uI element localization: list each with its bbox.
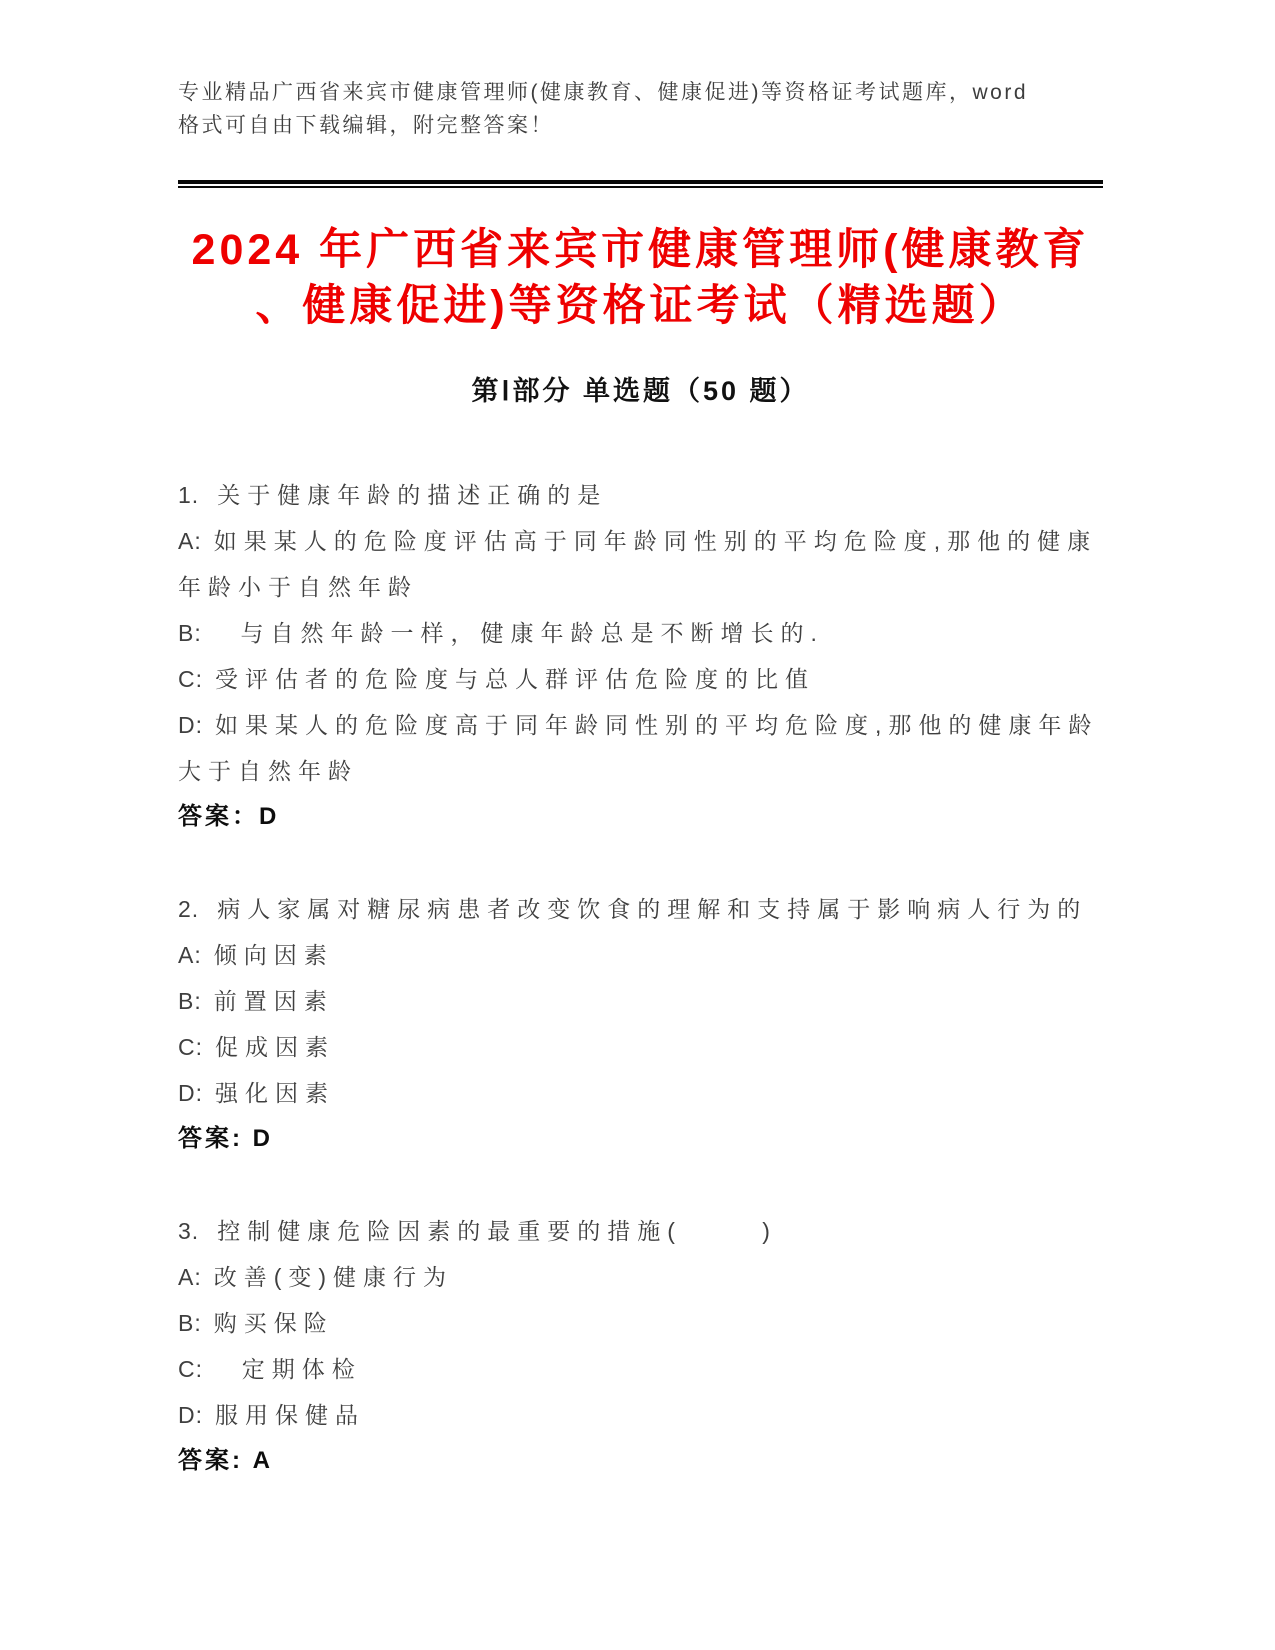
option-text: 前置因素: [213, 988, 334, 1014]
question-3: [178, 1208, 1103, 1484]
question-body: 病人家属对糖尿病患者改变饮食的理解和支持属于影响病人行为的: [217, 896, 1088, 922]
answer-label: 答案:: [178, 1125, 243, 1152]
option-text: 如果某人的危险度高于同年龄同性别的平均危险度,那他的健康年龄大于自然年龄: [178, 712, 1099, 784]
option-d: [178, 1392, 1103, 1438]
question-list: [178, 472, 1103, 1484]
option-text: 强化因素: [215, 1080, 335, 1106]
option-b: [178, 978, 1103, 1024]
option-d: [178, 1070, 1103, 1116]
answer-value: D: [259, 803, 280, 830]
option-label: A:: [178, 942, 202, 968]
option-label: C:: [178, 666, 203, 692]
option-text: 与自然年龄一样，健康年龄总是不断增长的.: [213, 620, 824, 646]
option-c: [178, 1346, 1103, 1392]
option-text: 倾向因素: [213, 942, 334, 968]
option-b: [178, 610, 1103, 656]
option-b: [178, 1300, 1103, 1346]
answer-line: [178, 794, 1103, 840]
question-2: [178, 886, 1103, 1162]
header-disclaimer-line1: 专业精品广西省来宾市健康管理师(健康教育、健康促进)等资格证考试题库，word: [178, 81, 1029, 104]
option-a: [178, 932, 1103, 978]
option-a: [178, 1254, 1103, 1300]
option-a: [178, 518, 1103, 610]
answer-line: [178, 1438, 1103, 1484]
answer-value: A: [252, 1447, 274, 1474]
question-text: [178, 886, 1103, 932]
option-c: [178, 1024, 1103, 1070]
answer-label: 答案:: [178, 1447, 243, 1474]
option-label: D:: [178, 1402, 203, 1428]
question-text: [178, 472, 1103, 518]
option-text: 购买保险: [213, 1310, 334, 1336]
option-label: D:: [178, 1080, 203, 1106]
option-label: D:: [178, 712, 203, 738]
option-d: [178, 702, 1103, 794]
option-text: 促成因素: [215, 1034, 335, 1060]
header-disclaimer-line2: 格式可自由下载编辑，附完整答案！: [178, 114, 554, 137]
question-number: 3.: [178, 1218, 200, 1244]
option-label: C:: [178, 1034, 203, 1060]
section-heading: 第Ⅰ部分 单选题（50 题）: [471, 376, 810, 406]
option-text: 服用保健品: [215, 1402, 365, 1428]
question-number: 1.: [178, 482, 200, 508]
option-label: B:: [178, 988, 202, 1014]
question-text: [178, 1208, 1103, 1254]
question-number: 2.: [178, 896, 200, 922]
header-disclaimer: [178, 76, 1103, 142]
page-title-line1: 2024 年广西省来宾市健康管理师(健康教育: [191, 226, 1090, 274]
question-body: 关于健康年龄的描述正确的是: [217, 482, 608, 508]
question-1: [178, 472, 1103, 840]
option-c: [178, 656, 1103, 702]
option-label: A:: [178, 1264, 202, 1290]
question-body: 控制健康危险因素的最重要的措施( ): [217, 1218, 777, 1244]
answer-value: D: [252, 1125, 274, 1152]
option-text: 定期体检: [215, 1356, 362, 1382]
option-label: C:: [178, 1356, 203, 1382]
answer-label: 答案：: [178, 803, 259, 830]
option-text: 改善(变)健康行为: [213, 1264, 454, 1290]
answer-line: [178, 1116, 1103, 1162]
page-title: [178, 222, 1103, 334]
option-label: A:: [178, 528, 202, 554]
option-label: B:: [178, 1310, 202, 1336]
page-title-line2: 、健康促进)等资格证考试（精选题）: [255, 282, 1026, 330]
option-label: B:: [178, 620, 202, 646]
header-double-rule: [178, 180, 1103, 188]
option-text: 如果某人的危险度评估高于同年龄同性别的平均危险度,那他的健康年龄小于自然年龄: [178, 528, 1098, 600]
option-text: 受评估者的危险度与总人群评估危险度的比值: [215, 666, 815, 692]
